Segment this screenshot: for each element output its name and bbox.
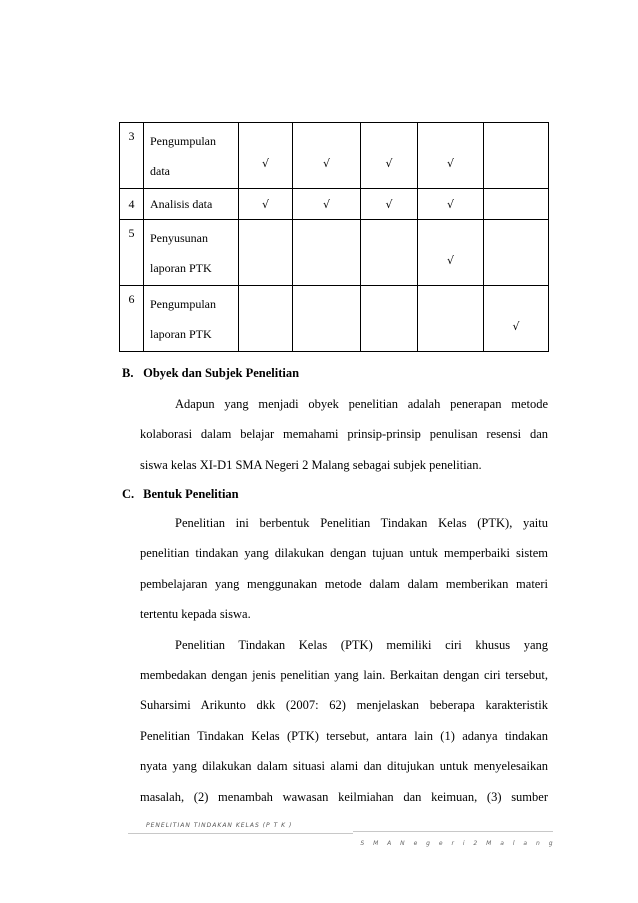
section-b-letter: B. <box>122 366 134 380</box>
activity-cell <box>144 123 239 189</box>
text-line: nyata yang dilakukan dalam situasi alami dan ditujukan untuk menyelesaikan <box>140 759 548 774</box>
section-c-paragraph <box>140 508 548 812</box>
check-mark: √ <box>512 320 520 333</box>
schedule-cell <box>293 220 361 286</box>
text-line: siswa kelas XI-D1 SMA Negeri 2 Malang sebagai subjek penelitian. <box>140 457 482 472</box>
activity-cell <box>144 189 239 220</box>
schedule-cell <box>293 123 361 189</box>
text-line: masalah, (2) menambah wawasan keilmiahan dan keimuan, (3) sumber <box>140 789 548 804</box>
text-line: Adapun yang menjadi obyek penelitian adalah penerapan metode <box>175 397 548 411</box>
check-mark: √ <box>446 157 454 170</box>
activity-line: Pengumpulan <box>150 296 216 311</box>
activity-cell <box>144 286 239 352</box>
text-line: kolaborasi dalam belajar memahami prinsip-prinsip penulisan resensi dan <box>140 427 548 442</box>
footer-divider-left <box>128 833 353 834</box>
text-line: Penelitian Tindakan Kelas (PTK) memiliki ciri khusus yang <box>175 637 548 652</box>
section-b-heading <box>122 366 299 381</box>
footer-left-text: PENELITIAN TINDAKAN KELAS (P T K ) <box>146 822 293 829</box>
table-row <box>120 286 549 352</box>
schedule-cell <box>418 189 484 220</box>
schedule-cell <box>239 189 293 220</box>
schedule-cell <box>361 286 418 352</box>
text-line: Penelitian Tindakan Kelas (PTK) tersebut, antara lain (1) adanya tindakan <box>140 728 548 743</box>
text-line: membedakan dengan jenis penelitian yang lain. Berkaitan dengan ciri tersebut, <box>140 667 548 682</box>
section-c-letter: C. <box>122 487 135 501</box>
text-line: tertentu kepada siswa. <box>140 607 251 622</box>
activity-line: Analisis data <box>150 197 213 211</box>
schedule-cell <box>418 123 484 189</box>
activity-line: Pengumpulan <box>150 133 216 148</box>
research-schedule-table <box>119 122 549 352</box>
row-number: 5 <box>120 220 144 286</box>
footer-divider-right <box>353 831 553 832</box>
activity-line: data <box>150 163 170 178</box>
text-line: Penelitian ini berbentuk Penelitian Tindakan Kelas (PTK), yaitu <box>175 516 548 530</box>
activity-cell <box>144 220 239 286</box>
section-c-title: Bentuk Penelitian <box>143 487 239 501</box>
table-row <box>120 189 549 220</box>
schedule-cell <box>239 286 293 352</box>
schedule-cell <box>418 220 484 286</box>
text-line: pembelajaran yang menggunakan metode dalam dalam memberikan materi <box>140 576 548 591</box>
check-mark: √ <box>385 197 393 211</box>
check-mark: √ <box>446 197 454 211</box>
schedule-cell <box>293 189 361 220</box>
table-row <box>120 123 549 189</box>
check-mark: √ <box>261 197 269 211</box>
section-b-paragraph <box>140 389 548 480</box>
footer-right-text: S M A N e g e r i 2 M a l a n g <box>360 840 556 847</box>
text-line: Suharsimi Arikunto dkk (2007: 62) menjelaskan beberapa karakteristik <box>140 698 548 713</box>
schedule-cell <box>484 220 549 286</box>
activity-line: laporan PTK <box>150 260 212 275</box>
check-mark: √ <box>322 157 330 170</box>
schedule-cell <box>239 123 293 189</box>
schedule-cell <box>484 123 549 189</box>
schedule-cell <box>418 286 484 352</box>
schedule-cell <box>484 189 549 220</box>
schedule-cell <box>361 189 418 220</box>
section-c-heading <box>122 487 239 502</box>
text-line: penelitian tindakan yang dilakukan dengan tujuan untuk memperbaiki sistem <box>140 546 548 561</box>
check-mark: √ <box>385 157 393 170</box>
row-number: 4 <box>120 189 144 220</box>
row-number: 3 <box>120 123 144 189</box>
table-row <box>120 220 549 286</box>
row-number: 6 <box>120 286 144 352</box>
section-b-title: Obyek dan Subjek Penelitian <box>143 366 300 380</box>
check-mark: √ <box>446 254 454 267</box>
schedule-cell <box>293 286 361 352</box>
schedule-cell <box>361 220 418 286</box>
activity-line: laporan PTK <box>150 326 212 341</box>
check-mark: √ <box>322 197 330 211</box>
schedule-cell <box>361 123 418 189</box>
schedule-cell <box>239 220 293 286</box>
activity-line: Penyusunan <box>150 230 208 245</box>
check-mark: √ <box>261 157 269 170</box>
schedule-cell <box>484 286 549 352</box>
